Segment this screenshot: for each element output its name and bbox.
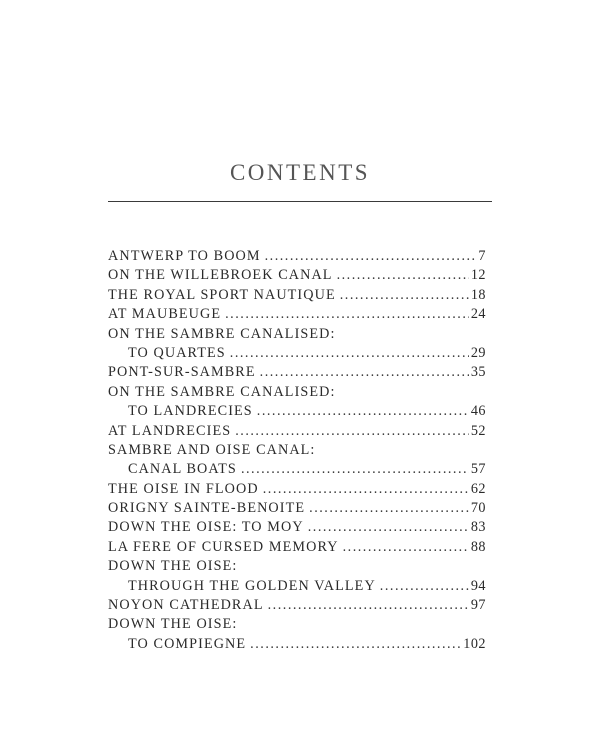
toc-entry[interactable] (108, 481, 486, 500)
dot-leader (308, 519, 469, 536)
toc-entry-page: 7 (478, 248, 486, 264)
dot-leader (225, 306, 469, 323)
toc-entry[interactable] (108, 423, 486, 442)
toc-entry[interactable] (108, 461, 486, 480)
toc-entry[interactable] (108, 597, 486, 616)
toc-section-heading (108, 442, 486, 461)
dot-leader (340, 287, 469, 304)
toc-entry-page: 57 (470, 461, 486, 478)
toc-entry[interactable] (108, 519, 486, 538)
dot-leader (241, 461, 469, 478)
dot-leader (260, 364, 469, 381)
toc-entry[interactable] (108, 500, 486, 519)
toc-entry-title: THROUGH THE GOLDEN VALLEY (128, 577, 376, 594)
toc-entry-title: ORIGNY SAINTE-BENOITE (108, 500, 306, 517)
toc-entry-page: 88 (470, 538, 486, 555)
toc-entry[interactable] (108, 248, 486, 267)
dot-leader (230, 345, 469, 362)
toc-entry-title: TO COMPIEGNE (128, 635, 247, 652)
toc-entry-title: AT LANDRECIES (108, 422, 232, 439)
toc-entry-title: DOWN THE OISE: TO MOY (108, 519, 304, 536)
toc-section-heading (108, 616, 486, 635)
toc-entry[interactable] (108, 578, 486, 597)
toc-section-title: DOWN THE OISE: (108, 616, 238, 633)
toc-entry-title: PONT-SUR-SAMBRE (108, 364, 256, 381)
toc-entry[interactable] (108, 364, 486, 383)
toc-section-heading (108, 558, 486, 577)
toc-entry[interactable] (108, 267, 486, 286)
toc-entry-page: 94 (470, 577, 486, 594)
toc-entry-title: THE ROYAL SPORT NAUTIQUE (108, 286, 336, 303)
toc-entry-page: 102 (463, 635, 486, 652)
toc-entry[interactable] (108, 345, 486, 364)
toc-entry-page: 52 (470, 422, 486, 439)
toc-entry-title: TO QUARTES (128, 344, 226, 361)
toc-entry-title: ON THE WILLEBROEK CANAL (108, 267, 333, 284)
dot-leader (309, 500, 469, 517)
dot-leader (380, 578, 469, 595)
toc-entry-title: AT MAUBEUGE (108, 306, 222, 323)
toc-entry-page: 97 (470, 597, 486, 614)
toc-entry-title: ANTWERP TO BOOM (108, 248, 261, 264)
toc-section-title: SAMBRE AND OISE CANAL: (108, 441, 316, 458)
toc-section-title: DOWN THE OISE: (108, 558, 238, 575)
toc-entry-page: 24 (470, 306, 486, 323)
toc-entry-page: 46 (470, 403, 486, 420)
toc-entry[interactable] (108, 306, 486, 325)
toc-entry[interactable] (108, 403, 486, 422)
toc-entry[interactable] (108, 636, 486, 655)
toc-entry-page: 70 (470, 500, 486, 517)
toc-entry-title: LA FERE OF CURSED MEMORY (108, 538, 339, 555)
dot-leader (265, 248, 477, 265)
toc-entry-page: 29 (470, 344, 486, 361)
toc-entry-title: THE OISE IN FLOOD (108, 480, 259, 497)
table-of-contents (108, 248, 486, 655)
toc-entry-page: 62 (470, 480, 486, 497)
toc-section-title: ON THE SAMBRE CANALISED: (108, 325, 336, 342)
toc-entry-page: 83 (470, 519, 486, 536)
toc-entry-page: 12 (470, 267, 486, 284)
dot-leader (343, 539, 469, 556)
title-divider (108, 201, 492, 202)
dot-leader (250, 636, 461, 653)
toc-section-title: ON THE SAMBRE CANALISED: (108, 383, 336, 400)
toc-entry-title: NOYON CATHEDRAL (108, 597, 264, 614)
toc-entry-title: CANAL BOATS (128, 461, 237, 478)
toc-entry[interactable] (108, 539, 486, 558)
dot-leader (337, 267, 469, 284)
dot-leader (257, 403, 469, 420)
toc-section-heading (108, 384, 486, 403)
toc-entry-title: TO LANDRECIES (128, 403, 253, 420)
dot-leader (268, 597, 469, 614)
dot-leader (263, 481, 469, 498)
toc-section-heading (108, 326, 486, 345)
dot-leader (235, 423, 469, 440)
toc-entry[interactable] (108, 287, 486, 306)
toc-entry-page: 35 (470, 364, 486, 381)
toc-entry-page: 18 (470, 286, 486, 303)
page-title: CONTENTS (229, 160, 371, 185)
